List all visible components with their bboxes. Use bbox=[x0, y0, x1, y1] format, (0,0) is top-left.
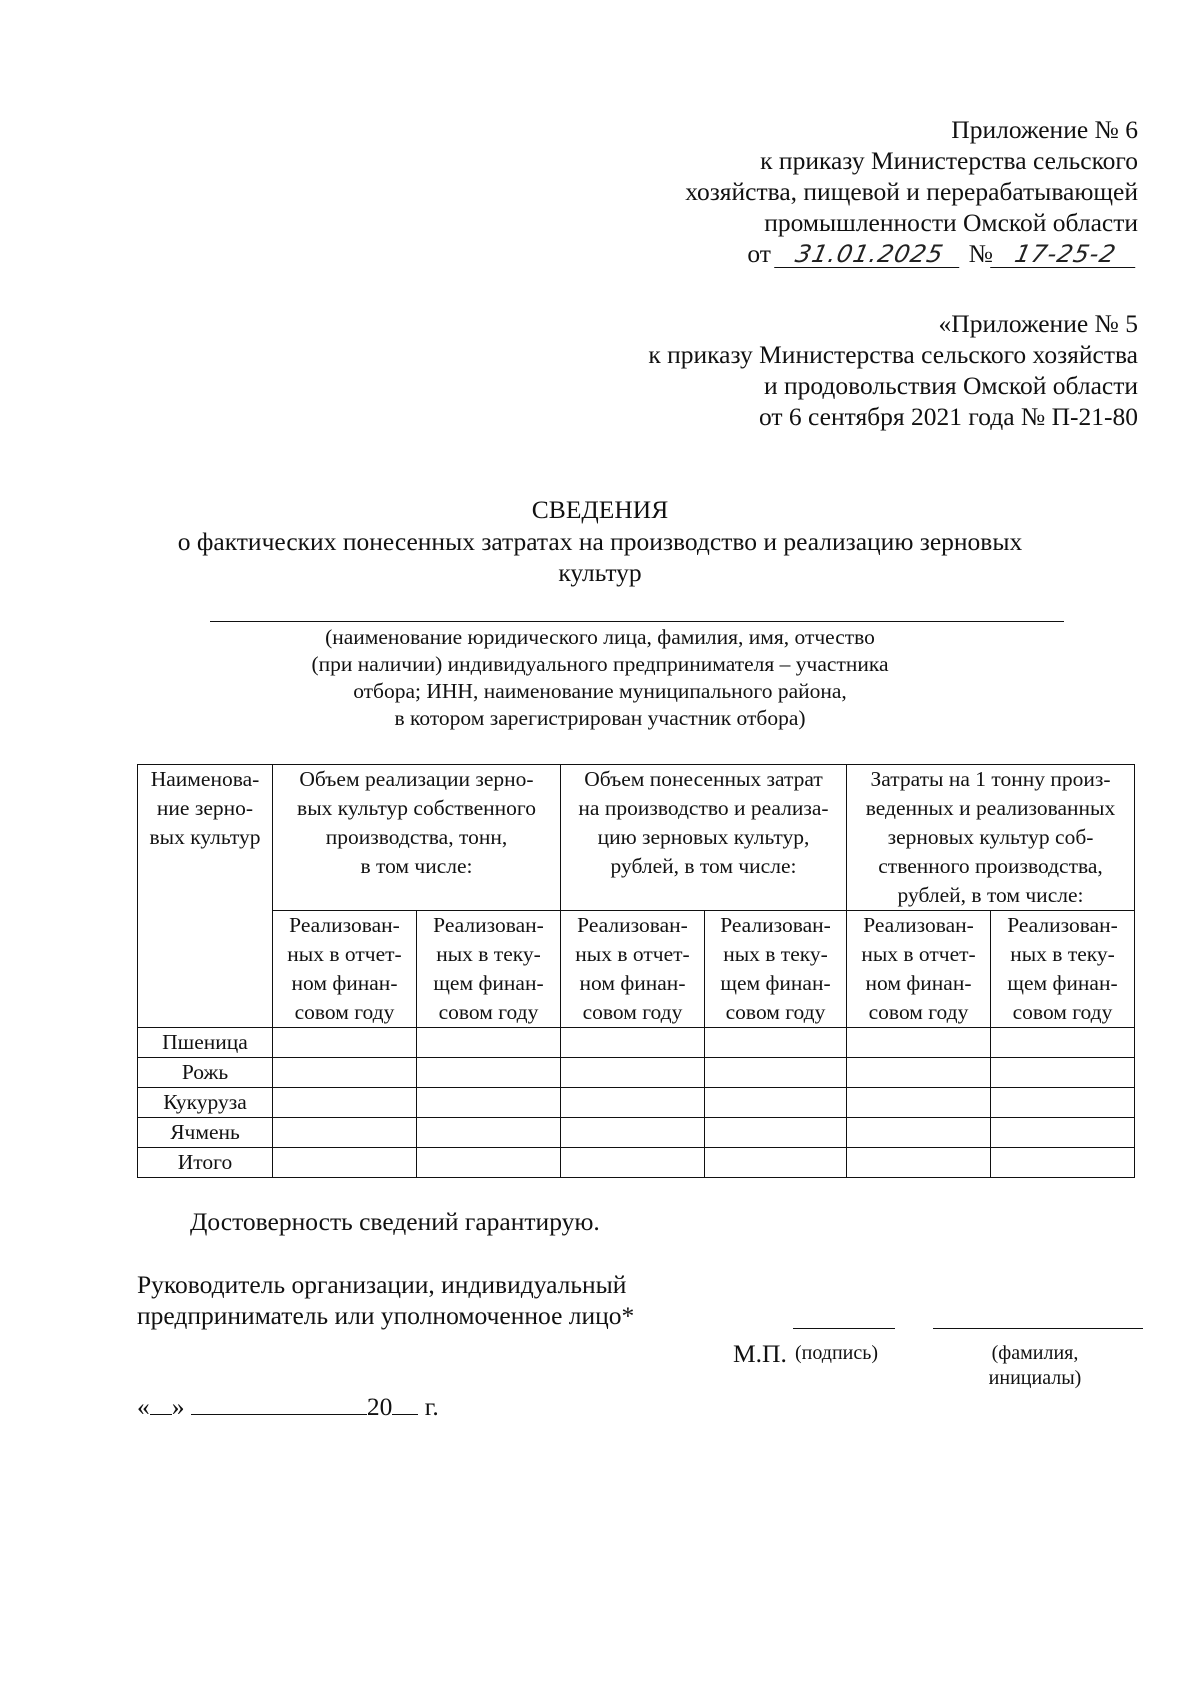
crop-name-cell: Рожь bbox=[138, 1058, 273, 1088]
value-cell[interactable] bbox=[847, 1028, 991, 1058]
header-line: ных в теку- bbox=[436, 942, 541, 966]
header-line: совом году bbox=[868, 1000, 969, 1024]
header-line: совом году bbox=[725, 1000, 826, 1024]
signatory-line2: предприниматель или уполномоченное лицо* bbox=[137, 1301, 635, 1330]
header-line: ных в отчет- bbox=[575, 942, 690, 966]
header-line: вых культур bbox=[149, 825, 261, 849]
header-line: совом году bbox=[582, 1000, 683, 1024]
caption-line3: отбора; ИНН, наименование муниципального района, bbox=[353, 679, 847, 703]
name-initials-label bbox=[960, 1341, 1110, 1391]
sub-header-reporting-year bbox=[273, 911, 417, 1028]
appendix-6-date-number bbox=[685, 238, 1138, 269]
value-cell[interactable] bbox=[561, 1118, 705, 1148]
header-line: Затраты на 1 тонну произ- bbox=[870, 767, 1111, 791]
header-line: Наименова- bbox=[150, 767, 260, 791]
year-blank[interactable] bbox=[392, 1392, 418, 1415]
sub-header-reporting-year bbox=[561, 911, 705, 1028]
value-cell[interactable] bbox=[705, 1028, 847, 1058]
header-line: ном финан- bbox=[579, 971, 686, 995]
value-cell[interactable] bbox=[273, 1118, 417, 1148]
signature-label: (подпись) bbox=[795, 1342, 879, 1364]
date-close-quote: » bbox=[171, 1392, 185, 1421]
subtitle-line1: о фактических понесенных затратах на производство и реализацию зерновых bbox=[177, 527, 1023, 556]
crop-name-cell: Итого bbox=[138, 1148, 273, 1178]
value-cell[interactable] bbox=[417, 1028, 561, 1058]
header-line: ние зерно- bbox=[156, 796, 254, 820]
appendix-6-title: Приложение № 6 bbox=[951, 115, 1138, 144]
sub-header-row bbox=[138, 911, 1135, 1028]
appendix-5-line2: к приказу Министерства сельского хозяйства bbox=[648, 340, 1138, 369]
crop-name-cell: Кукуруза bbox=[138, 1088, 273, 1118]
value-cell[interactable] bbox=[991, 1118, 1135, 1148]
name-label-line2: инициалы) bbox=[988, 1367, 1082, 1389]
entity-name-fill-line[interactable] bbox=[210, 621, 1064, 622]
subtitle-line2: культур bbox=[558, 558, 642, 587]
header-line: совом году bbox=[438, 1000, 539, 1024]
sales-volume-header bbox=[273, 765, 561, 911]
value-cell[interactable] bbox=[847, 1118, 991, 1148]
appendix-5-title: «Приложение № 5 bbox=[938, 309, 1138, 338]
header-line: щем финан- bbox=[433, 971, 544, 995]
handwritten-number: 17-25-2 bbox=[990, 241, 1141, 268]
document-subtitle bbox=[0, 526, 1200, 588]
signatory-line1: Руководитель организации, индивидуальный bbox=[137, 1270, 627, 1299]
header-line: совом году bbox=[294, 1000, 395, 1024]
header-line: ном финан- bbox=[865, 971, 972, 995]
header-line: щем финан- bbox=[720, 971, 831, 995]
header-line: ственного производства, bbox=[878, 854, 1103, 878]
value-cell[interactable] bbox=[417, 1088, 561, 1118]
header-line: Реализован- bbox=[433, 913, 544, 937]
header-line: Реализован- bbox=[577, 913, 688, 937]
value-cell[interactable] bbox=[991, 1028, 1135, 1058]
table-row bbox=[138, 1058, 1135, 1088]
month-blank[interactable] bbox=[191, 1392, 367, 1415]
value-cell[interactable] bbox=[561, 1088, 705, 1118]
table-row bbox=[138, 1028, 1135, 1058]
header-line: вых культур собственного bbox=[297, 796, 536, 820]
value-cell[interactable] bbox=[273, 1088, 417, 1118]
crop-name-header bbox=[138, 765, 273, 1028]
header-line: рублей, в том числе: bbox=[897, 883, 1084, 907]
crop-name-cell: Ячмень bbox=[138, 1118, 273, 1148]
table-row bbox=[138, 1088, 1135, 1118]
value-cell[interactable] bbox=[561, 1058, 705, 1088]
value-cell[interactable] bbox=[561, 1148, 705, 1178]
header-line: зерновых культур соб- bbox=[887, 825, 1094, 849]
value-cell[interactable] bbox=[847, 1148, 991, 1178]
value-cell[interactable] bbox=[847, 1058, 991, 1088]
appendix-5-header bbox=[648, 308, 1138, 432]
name-initials-fill-line[interactable] bbox=[933, 1328, 1143, 1329]
header-line: веденных и реализованных bbox=[865, 796, 1116, 820]
year-prefix: 20 bbox=[366, 1392, 393, 1421]
appendix-6-line2: к приказу Министерства сельского bbox=[760, 146, 1138, 175]
value-cell[interactable] bbox=[417, 1058, 561, 1088]
document-title: СВЕДЕНИЯ bbox=[531, 495, 669, 524]
appendix-6-header bbox=[685, 114, 1138, 269]
caption-line2: (при наличии) индивидуального предпринимателя – участника bbox=[311, 652, 889, 676]
sub-header-current-year bbox=[705, 911, 847, 1028]
value-cell[interactable] bbox=[705, 1148, 847, 1178]
guarantee-statement: Достоверность сведений гарантирую. bbox=[190, 1207, 600, 1236]
header-line: ных в теку- bbox=[1010, 942, 1115, 966]
header-line: ных в отчет- bbox=[861, 942, 976, 966]
crop-name-cell: Пшеница bbox=[138, 1028, 273, 1058]
value-cell[interactable] bbox=[273, 1148, 417, 1178]
costs-volume-header bbox=[561, 765, 847, 911]
entity-name-caption bbox=[0, 624, 1200, 732]
header-line: ных в отчет- bbox=[287, 942, 402, 966]
signatory-label bbox=[137, 1269, 634, 1331]
name-label-line1: (фамилия, bbox=[991, 1342, 1079, 1364]
sub-header-current-year bbox=[417, 911, 561, 1028]
header-line: на производство и реализа- bbox=[578, 796, 829, 820]
header-line: ных в теку- bbox=[723, 942, 828, 966]
header-line: рублей, в том числе: bbox=[610, 854, 797, 878]
value-cell[interactable] bbox=[991, 1058, 1135, 1088]
header-line: Реализован- bbox=[863, 913, 974, 937]
value-cell[interactable] bbox=[705, 1088, 847, 1118]
cost-per-ton-header bbox=[847, 765, 1135, 911]
value-cell[interactable] bbox=[847, 1088, 991, 1118]
header-line: производства, тонн, bbox=[325, 825, 508, 849]
date-fill-line bbox=[137, 1392, 439, 1422]
value-cell[interactable] bbox=[273, 1028, 417, 1058]
header-line: щем финан- bbox=[1007, 971, 1118, 995]
appendix-6-line4: промышленности Омской области bbox=[764, 208, 1138, 237]
caption-line1: (наименование юридического лица, фамилия, имя, отчество bbox=[325, 625, 875, 649]
value-cell[interactable] bbox=[417, 1118, 561, 1148]
year-suffix: г. bbox=[424, 1392, 439, 1421]
day-blank[interactable] bbox=[150, 1392, 172, 1415]
sub-header-reporting-year bbox=[847, 911, 991, 1028]
date-prefix: от bbox=[747, 239, 771, 268]
signature-fill-line[interactable] bbox=[793, 1328, 895, 1329]
number-prefix: № bbox=[968, 239, 993, 268]
appendix-5-line4: от 6 сентября 2021 года № П-21-80 bbox=[758, 402, 1138, 431]
value-cell[interactable] bbox=[991, 1148, 1135, 1178]
header-line: Реализован- bbox=[720, 913, 831, 937]
header-line: Объем понесенных затрат bbox=[584, 767, 823, 791]
header-line: ном финан- bbox=[291, 971, 398, 995]
value-cell[interactable] bbox=[273, 1058, 417, 1088]
caption-line4: в котором зарегистрирован участник отбора) bbox=[394, 706, 806, 730]
table-row bbox=[138, 1148, 1135, 1178]
grain-cost-table bbox=[137, 764, 1135, 1178]
value-cell[interactable] bbox=[705, 1118, 847, 1148]
value-cell[interactable] bbox=[417, 1148, 561, 1178]
stamp-place-label: М.П. bbox=[733, 1339, 787, 1368]
header-line: цию зерновых культур, bbox=[597, 825, 810, 849]
header-line: совом году bbox=[1012, 1000, 1113, 1024]
appendix-6-line3: хозяйства, пищевой и перерабатывающей bbox=[685, 177, 1138, 206]
handwritten-date: 31.01.2025 bbox=[774, 241, 965, 268]
appendix-5-line3: и продовольствия Омской области bbox=[763, 371, 1138, 400]
header-line: Реализован- bbox=[1007, 913, 1118, 937]
table-body bbox=[138, 1028, 1135, 1178]
header-line: Объем реализации зерно- bbox=[299, 767, 534, 791]
header-line: в том числе: bbox=[360, 854, 473, 878]
value-cell[interactable] bbox=[561, 1028, 705, 1058]
table-row bbox=[138, 1118, 1135, 1148]
value-cell[interactable] bbox=[705, 1058, 847, 1088]
date-open-quote: « bbox=[137, 1392, 150, 1421]
value-cell[interactable] bbox=[991, 1088, 1135, 1118]
header-line: Реализован- bbox=[289, 913, 400, 937]
sub-header-current-year bbox=[991, 911, 1135, 1028]
